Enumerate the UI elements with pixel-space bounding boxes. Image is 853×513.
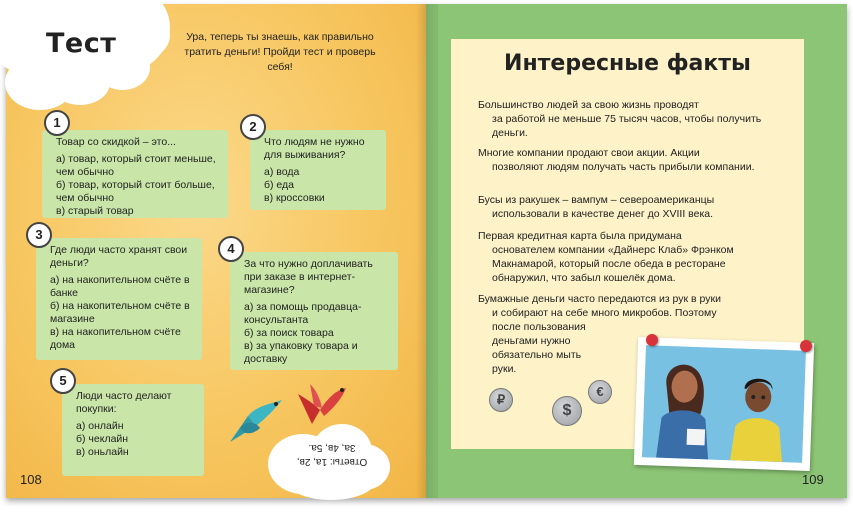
question-text: За что нужно доплачивать при заказе в интернет-магазине? xyxy=(244,258,373,296)
question-text: Товар со скидкой – это... xyxy=(56,136,176,148)
question-number-1: 1 xyxy=(44,110,70,136)
answer-option: в) оньлайн xyxy=(76,446,129,458)
facts-title: Интересные факты xyxy=(504,51,751,76)
fact-item-4 xyxy=(478,229,783,285)
fact-item-1 xyxy=(478,98,783,140)
answer-option: б) на накопительном счёте в магазине xyxy=(50,300,190,325)
answer-option: а) за помощь продавца-консультанта xyxy=(244,301,362,326)
fact-item-3 xyxy=(478,193,783,221)
intro-text: Ура, теперь ты знаешь, как правильно тратить деньги! Пройди тест и проверь себя! xyxy=(184,31,376,73)
fact-text: после пользования деньгами нужно обязательно мыть руки. xyxy=(492,321,586,375)
fact-item-5-continued xyxy=(478,320,598,376)
answer-option: в) за упаковку товара и доставку xyxy=(244,340,358,365)
page-title: Тест xyxy=(46,28,117,59)
question-number-4: 4 xyxy=(218,236,244,262)
blue-bird-illustration xyxy=(226,396,286,448)
answer-option: в) кроссовки xyxy=(264,192,325,204)
children-washing-hands-illustration xyxy=(642,345,806,463)
euro-coin-icon: € xyxy=(588,380,612,404)
answer-option: а) на накопительном счёте в банке xyxy=(50,274,190,299)
red-bird-illustration xyxy=(292,380,350,430)
answer-option: б) товар, который стоит больше, чем обычно xyxy=(56,179,215,204)
fact-text: Многие компании продают свои акции. Акции xyxy=(478,147,700,159)
fact-item-5 xyxy=(478,292,783,320)
question-card-2 xyxy=(250,130,386,210)
question-text: Что людям не нужно для выживания? xyxy=(264,136,365,161)
fact-text: Бусы из ракушек – вампум – североамериканцы xyxy=(478,194,715,206)
fact-text: Большинство людей за свою жизнь проводят xyxy=(478,99,699,111)
question-number-3: 3 xyxy=(26,222,52,248)
answer-option: в) на накопительном счёте дома xyxy=(50,326,181,351)
photo-image xyxy=(642,345,806,463)
dollar-coin-icon: $ xyxy=(552,396,582,426)
fact-text: использовали в качестве денег до XVIII века. xyxy=(492,208,714,220)
question-card-1 xyxy=(42,130,228,218)
ruble-coin-icon: ₽ xyxy=(489,388,513,412)
answer-option: б) за поиск товара xyxy=(244,327,334,339)
fact-text: Первая кредитная карта была придумана xyxy=(478,230,682,242)
page-number-left: 108 xyxy=(20,472,42,487)
answer-option: б) еда xyxy=(264,179,295,191)
question-number-2: 2 xyxy=(240,114,266,140)
question-card-5 xyxy=(62,384,204,476)
fact-item-2 xyxy=(478,146,783,174)
page-number-right: 109 xyxy=(802,472,824,487)
answer-option: а) онлайн xyxy=(76,420,124,432)
fact-text: и собирают на себе много микробов. Поэтому xyxy=(492,307,717,319)
answer-option: а) вода xyxy=(264,166,300,178)
answer-option: в) старый товар xyxy=(56,205,134,217)
pushpin-icon xyxy=(800,340,812,352)
fact-text: позволяют людям получать часть прибыли компании. xyxy=(492,161,755,173)
question-text: Где люди часто хранят свои деньги? xyxy=(50,244,188,269)
answer-option: а) товар, который стоит меньше, чем обычно xyxy=(56,153,216,178)
answers-text: Ответы: 1а, 2в, 3а, 4в, 5а. xyxy=(296,442,368,467)
fact-text: основателем компании «Дайнерс Клаб» Фрэнком Макнамарой, который после обеда в ресторане обнаружил, что забыл кошелёк дома. xyxy=(492,244,734,284)
fact-text: за работой не меньше 75 тысяч часов, чтобы получить деньги. xyxy=(492,113,762,139)
book-spine xyxy=(416,4,438,498)
photo-illustration xyxy=(634,337,814,471)
question-text: Люди часто делают покупки: xyxy=(76,390,172,415)
fact-text: Бумажные деньги часто передаются из рук в руки xyxy=(478,293,721,305)
pushpin-icon xyxy=(646,334,658,346)
question-number-5: 5 xyxy=(50,368,76,394)
question-card-3 xyxy=(36,238,202,360)
question-card-4 xyxy=(230,252,398,370)
answer-option: б) чеклайн xyxy=(76,433,129,445)
